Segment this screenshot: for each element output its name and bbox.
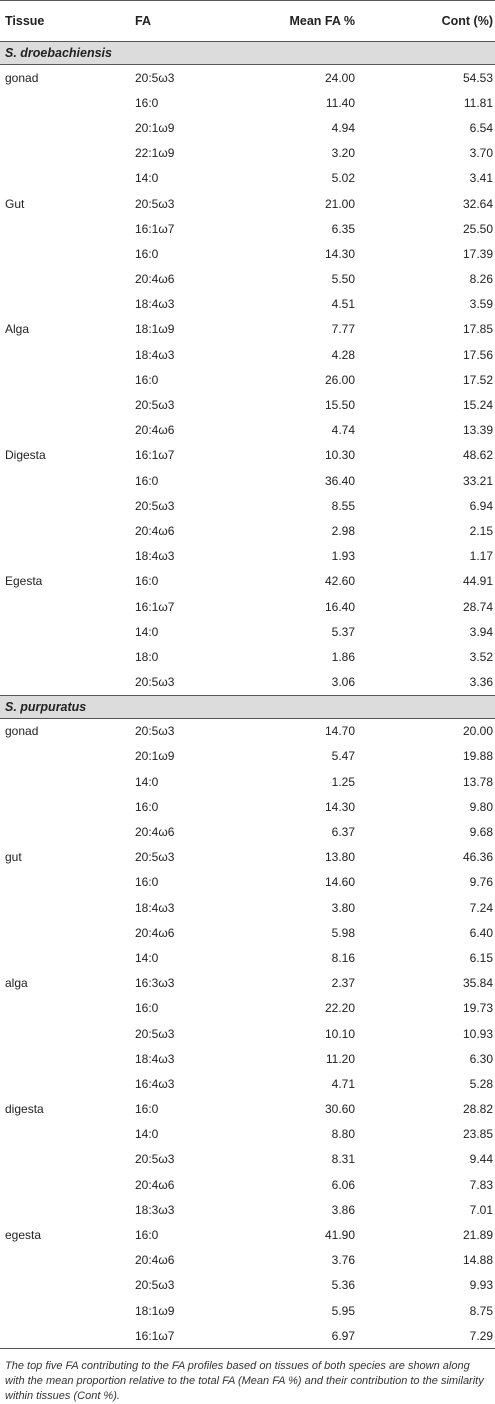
cell-mean-fa: 8.80: [331, 1127, 355, 1142]
cell-cont: 15.24: [462, 398, 493, 413]
cell-mean-fa: 24.00: [324, 70, 355, 85]
cell-cont: 54.53: [462, 70, 493, 85]
table-row: [0, 90, 495, 115]
cell-cont: 7.29: [469, 1328, 493, 1343]
cell-tissue: Egesta: [5, 574, 43, 589]
cell-cont: 33.21: [462, 473, 493, 488]
cell-fa: 20:5ω3: [135, 850, 175, 865]
cell-mean-fa: 6.06: [331, 1177, 355, 1192]
table-row: [0, 1122, 495, 1147]
cell-fa: 20:1ω9: [135, 749, 175, 764]
cell-cont: 3.94: [469, 624, 493, 639]
cell-fa: 18:4ω3: [135, 549, 175, 564]
cell-fa: 14:0: [135, 950, 159, 965]
table-row: [0, 971, 495, 996]
table-row: [0, 744, 495, 769]
table-row: [0, 1021, 495, 1046]
cell-fa: 20:4ω6: [135, 523, 175, 538]
table-row: [0, 1046, 495, 1071]
cell-mean-fa: 30.60: [324, 1102, 355, 1117]
table-row: [0, 1323, 495, 1348]
table-row: [0, 594, 495, 619]
cell-cont: 9.80: [469, 799, 493, 814]
table-row: [0, 569, 495, 594]
cell-mean-fa: 5.98: [331, 925, 355, 940]
cell-cont: 3.59: [469, 297, 493, 312]
cell-fa: 18:4ω3: [135, 297, 175, 312]
table-row: [0, 141, 495, 166]
cell-fa: 14:0: [135, 171, 159, 186]
cell-mean-fa: 14.70: [324, 724, 355, 739]
cell-cont: 1.17: [469, 549, 493, 564]
cell-mean-fa: 6.35: [331, 221, 355, 236]
cell-mean-fa: 8.16: [331, 950, 355, 965]
cell-cont: 46.36: [462, 850, 493, 865]
table-row: [0, 895, 495, 920]
table-row: [0, 719, 495, 744]
cell-mean-fa: 5.47: [331, 749, 355, 764]
cell-fa: 20:4ω6: [135, 1253, 175, 1268]
cell-fa: 14:0: [135, 774, 159, 789]
cell-cont: 2.15: [469, 523, 493, 538]
cell-cont: 7.01: [469, 1202, 493, 1217]
cell-tissue: gonad: [5, 70, 39, 85]
cell-cont: 14.88: [462, 1253, 493, 1268]
cell-cont: 35.84: [462, 976, 493, 991]
cell-cont: 9.44: [469, 1152, 493, 1167]
cell-cont: 28.82: [462, 1102, 493, 1117]
cell-mean-fa: 3.06: [331, 675, 355, 690]
table-row: [0, 216, 495, 241]
table-row: [0, 769, 495, 794]
cell-cont: 10.93: [462, 1026, 493, 1041]
cell-fa: 20:5ω3: [135, 498, 175, 513]
table-row: [0, 292, 495, 317]
cell-tissue: Gut: [5, 196, 25, 211]
cell-cont: 28.74: [462, 599, 493, 614]
cell-mean-fa: 3.80: [331, 900, 355, 915]
cell-cont: 48.62: [462, 448, 493, 463]
cell-fa: 16:0: [135, 574, 159, 589]
species-name: S. purpuratus: [5, 699, 87, 714]
table-row: [0, 392, 495, 417]
cell-mean-fa: 2.37: [331, 976, 355, 991]
cell-cont: 23.85: [462, 1127, 493, 1142]
cell-fa: 16:4ω3: [135, 1076, 175, 1091]
cell-fa: 16:0: [135, 799, 159, 814]
cell-mean-fa: 10.30: [324, 448, 355, 463]
table-row: [0, 443, 495, 468]
table-row: [0, 794, 495, 819]
table-row: [0, 1222, 495, 1247]
cell-mean-fa: 14.60: [324, 875, 355, 890]
species-group-header: [0, 695, 495, 719]
cell-cont: 20.00: [462, 724, 493, 739]
cell-cont: 6.30: [469, 1051, 493, 1066]
cell-fa: 20:4ω6: [135, 925, 175, 940]
cell-fa: 16:0: [135, 246, 159, 261]
cell-mean-fa: 5.95: [331, 1303, 355, 1318]
header-cont: Cont (%): [441, 14, 493, 28]
cell-cont: 25.50: [462, 221, 493, 236]
cell-fa: 16:1ω7: [135, 1328, 175, 1343]
cell-cont: 13.78: [462, 774, 493, 789]
cell-fa: 18:3ω3: [135, 1202, 175, 1217]
table-row: [0, 996, 495, 1021]
cell-cont: 7.83: [469, 1177, 493, 1192]
cell-mean-fa: 16.40: [324, 599, 355, 614]
table-row: [0, 644, 495, 669]
cell-mean-fa: 5.50: [331, 272, 355, 287]
cell-mean-fa: 14.30: [324, 799, 355, 814]
cell-cont: 9.68: [469, 825, 493, 840]
table-row: [0, 191, 495, 216]
table-row: [0, 1071, 495, 1096]
table-row: [0, 1147, 495, 1172]
cell-cont: 3.70: [469, 146, 493, 161]
table-row: [0, 468, 495, 493]
table-row: [0, 544, 495, 569]
cell-cont: 9.76: [469, 875, 493, 890]
cell-fa: 16:0: [135, 1001, 159, 1016]
table-row: [0, 1197, 495, 1222]
cell-fa: 20:4ω6: [135, 423, 175, 438]
cell-cont: 17.52: [462, 372, 493, 387]
cell-cont: 13.39: [462, 423, 493, 438]
cell-tissue: egesta: [5, 1228, 42, 1243]
cell-fa: 16:0: [135, 875, 159, 890]
cell-fa: 16:3ω3: [135, 976, 175, 991]
cell-mean-fa: 5.37: [331, 624, 355, 639]
cell-mean-fa: 7.77: [331, 322, 355, 337]
cell-mean-fa: 4.94: [331, 120, 355, 135]
cell-cont: 6.94: [469, 498, 493, 513]
cell-mean-fa: 6.97: [331, 1328, 355, 1343]
cell-tissue: Digesta: [5, 448, 46, 463]
cell-mean-fa: 1.86: [331, 649, 355, 664]
cell-fa: 16:1ω7: [135, 448, 175, 463]
table-row: [0, 115, 495, 140]
cell-mean-fa: 1.25: [331, 774, 355, 789]
cell-tissue: Alga: [5, 322, 30, 337]
cell-cont: 3.41: [469, 171, 493, 186]
cell-fa: 22:1ω9: [135, 146, 175, 161]
cell-fa: 20:5ω3: [135, 70, 175, 85]
table-row: [0, 518, 495, 543]
cell-cont: 32.64: [462, 196, 493, 211]
cell-fa: 16:0: [135, 1102, 159, 1117]
cell-fa: 14:0: [135, 1127, 159, 1142]
header-fa: FA: [135, 14, 151, 28]
cell-fa: 18:4ω3: [135, 1051, 175, 1066]
table-row: [0, 920, 495, 945]
cell-mean-fa: 26.00: [324, 372, 355, 387]
cell-mean-fa: 2.98: [331, 523, 355, 538]
cell-mean-fa: 13.80: [324, 850, 355, 865]
cell-fa: 20:5ω3: [135, 675, 175, 690]
cell-mean-fa: 22.20: [324, 1001, 355, 1016]
cell-mean-fa: 4.71: [331, 1076, 355, 1091]
cell-fa: 16:1ω7: [135, 599, 175, 614]
cell-fa: 16:1ω7: [135, 221, 175, 236]
cell-fa: 16:0: [135, 473, 159, 488]
cell-mean-fa: 11.20: [325, 1051, 355, 1066]
cell-mean-fa: 5.36: [331, 1278, 355, 1293]
table-row: [0, 166, 495, 191]
cell-fa: 20:5ω3: [135, 196, 175, 211]
cell-cont: 17.85: [462, 322, 493, 337]
table-row: [0, 619, 495, 644]
header-mean-fa: Mean FA %: [289, 14, 355, 28]
table-row: [0, 845, 495, 870]
cell-mean-fa: 8.31: [331, 1152, 355, 1167]
table-row: [0, 418, 495, 443]
table-row: [0, 267, 495, 292]
cell-mean-fa: 5.02: [331, 171, 355, 186]
table-row: [0, 367, 495, 392]
cell-mean-fa: 42.60: [324, 574, 355, 589]
cell-mean-fa: 36.40: [324, 473, 355, 488]
cell-fa: 16:0: [135, 372, 159, 387]
cell-fa: 20:5ω3: [135, 1278, 175, 1293]
cell-tissue: gut: [5, 850, 22, 865]
table-footnote: The top five FA contributing to the FA profiles based on tissues of both species are shown along with the mean proportion relative to the total FA (Mean FA %) and their contribution to the similarity within tissues (Cont %).: [5, 1360, 484, 1403]
table-row: [0, 317, 495, 342]
table-row: [0, 342, 495, 367]
cell-cont: 19.73: [462, 1001, 493, 1016]
cell-fa: 14:0: [135, 624, 159, 639]
table-row: [0, 670, 495, 695]
cell-mean-fa: 14.30: [324, 246, 355, 261]
cell-fa: 20:5ω3: [135, 1152, 175, 1167]
cell-mean-fa: 4.28: [331, 347, 355, 362]
cell-cont: 9.93: [469, 1278, 493, 1293]
cell-tissue: digesta: [5, 1102, 44, 1117]
cell-cont: 3.52: [469, 649, 493, 664]
cell-fa: 20:4ω6: [135, 1177, 175, 1192]
cell-cont: 17.56: [462, 347, 493, 362]
cell-mean-fa: 21.00: [324, 196, 355, 211]
cell-mean-fa: 11.40: [325, 95, 355, 110]
cell-mean-fa: 41.90: [324, 1228, 355, 1243]
cell-fa: 20:1ω9: [135, 120, 175, 135]
cell-fa: 18:1ω9: [135, 1303, 175, 1318]
cell-mean-fa: 6.37: [331, 825, 355, 840]
cell-tissue: alga: [5, 976, 28, 991]
table-body: [0, 41, 495, 1348]
cell-mean-fa: 3.20: [331, 146, 355, 161]
table-row: [0, 1273, 495, 1298]
cell-fa: 20:5ω3: [135, 724, 175, 739]
cell-mean-fa: 1.93: [331, 549, 355, 564]
cell-fa: 18:4ω3: [135, 900, 175, 915]
cell-mean-fa: 15.50: [324, 398, 355, 413]
table-row: [0, 1298, 495, 1323]
species-group-header: [0, 41, 495, 65]
cell-mean-fa: 3.86: [331, 1202, 355, 1217]
cell-fa: 16:0: [135, 95, 159, 110]
cell-cont: 8.26: [469, 272, 493, 287]
cell-cont: 3.36: [469, 675, 493, 690]
table-header: [0, 0, 495, 41]
cell-cont: 17.39: [462, 246, 493, 261]
cell-tissue: gonad: [5, 724, 39, 739]
cell-cont: 6.40: [469, 925, 493, 940]
table-row: [0, 1172, 495, 1197]
cell-fa: 20:4ω6: [135, 825, 175, 840]
species-name: S. droebachiensis: [5, 46, 112, 60]
cell-cont: 6.54: [469, 120, 493, 135]
table-row: [0, 493, 495, 518]
cell-cont: 21.89: [462, 1228, 493, 1243]
cell-mean-fa: 4.74: [331, 423, 355, 438]
cell-fa: 20:5ω3: [135, 398, 175, 413]
cell-fa: 18:0: [135, 649, 159, 664]
table-row: [0, 870, 495, 895]
cell-cont: 11.81: [463, 95, 493, 110]
cell-fa: 20:5ω3: [135, 1026, 175, 1041]
cell-cont: 8.75: [469, 1303, 493, 1318]
cell-fa: 18:4ω3: [135, 347, 175, 362]
table-row: [0, 65, 495, 90]
table-row: [0, 819, 495, 844]
cell-fa: 18:1ω9: [135, 322, 175, 337]
header-tissue: Tissue: [5, 14, 45, 28]
cell-mean-fa: 4.51: [331, 297, 355, 312]
table-row: [0, 1097, 495, 1122]
table-row: [0, 1248, 495, 1273]
cell-mean-fa: 8.55: [331, 498, 355, 513]
cell-cont: 6.15: [469, 950, 493, 965]
cell-cont: 7.24: [469, 900, 493, 915]
cell-mean-fa: 3.76: [331, 1253, 355, 1268]
cell-fa: 20:4ω6: [135, 272, 175, 287]
cell-cont: 19.88: [462, 749, 493, 764]
cell-mean-fa: 10.10: [324, 1026, 355, 1041]
table-row: [0, 945, 495, 970]
table-row: [0, 241, 495, 266]
cell-fa: 16:0: [135, 1228, 159, 1243]
cell-cont: 5.28: [469, 1076, 493, 1091]
cell-cont: 44.91: [462, 574, 493, 589]
